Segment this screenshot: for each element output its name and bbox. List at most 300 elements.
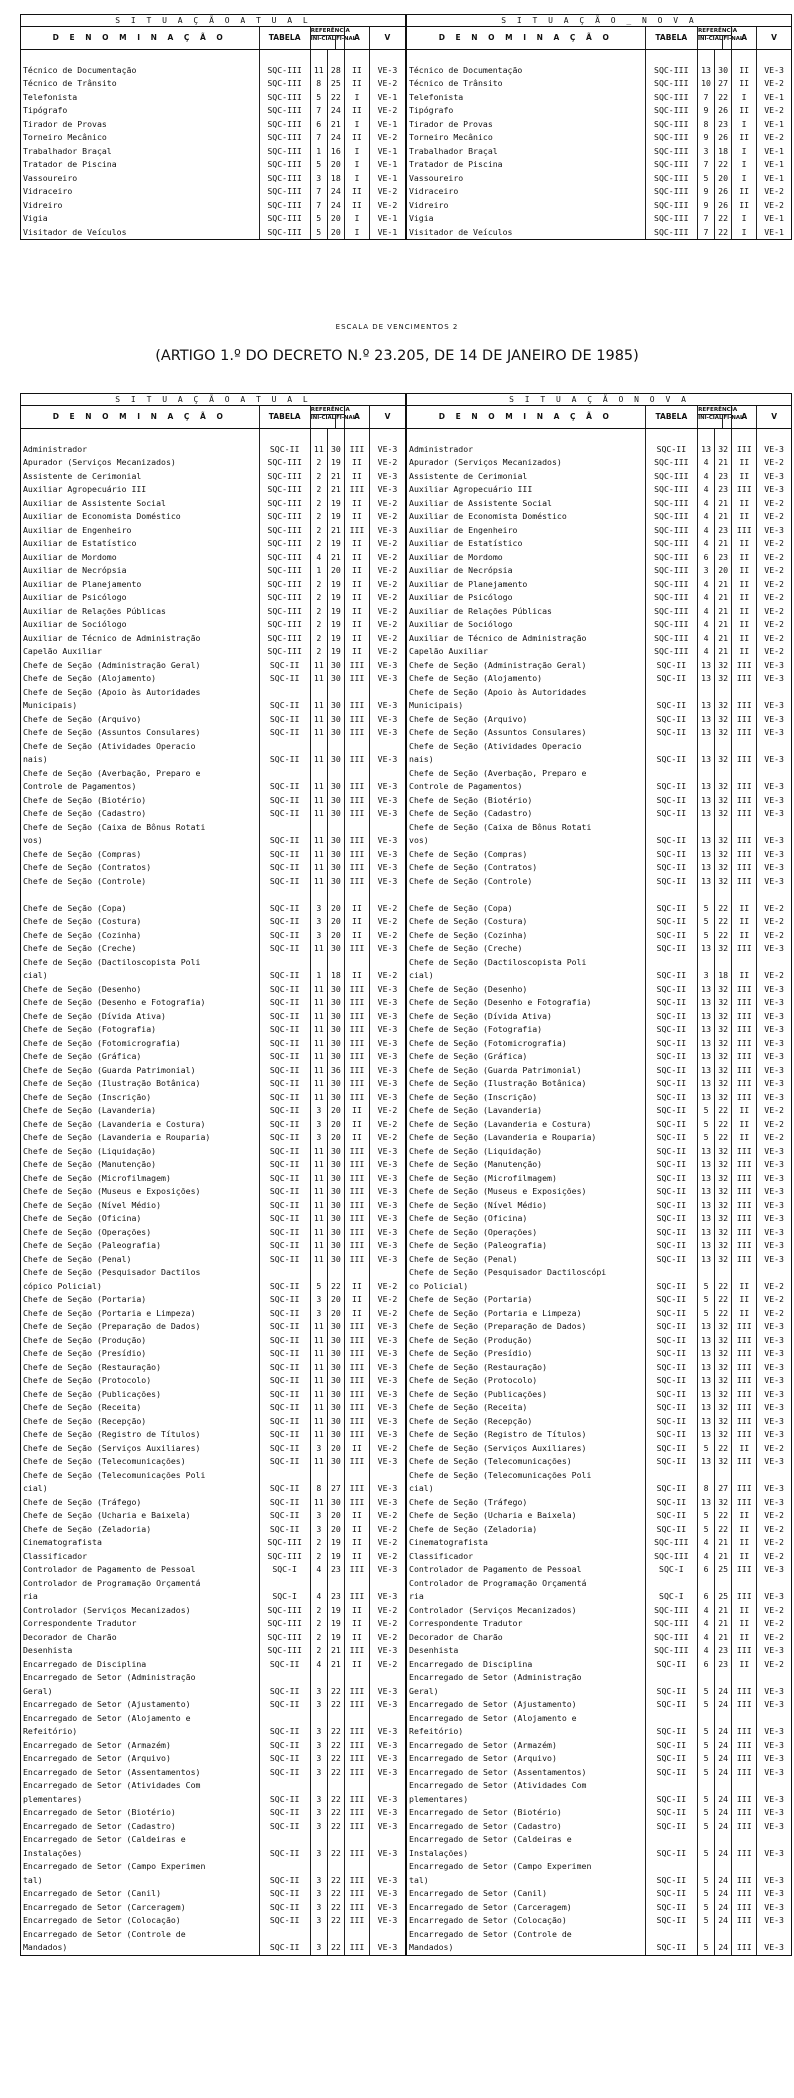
cell-a: III bbox=[344, 443, 369, 457]
table-row bbox=[21, 1280, 791, 1294]
cell-denominacao-new: Encarregado de Setor (Canil) bbox=[406, 1887, 645, 1901]
cell-denominacao: tal) bbox=[21, 1874, 259, 1888]
cell-tabela-new bbox=[645, 1833, 697, 1847]
cell-v-new: VE-2 bbox=[764, 916, 784, 926]
cell-ref-final-new: 23 bbox=[715, 524, 732, 538]
cell-v-new: VE-3 bbox=[764, 1793, 784, 1804]
cell-v bbox=[369, 1577, 406, 1591]
table-row bbox=[21, 1577, 791, 1591]
cell-tabela: SQC-II bbox=[259, 1685, 310, 1699]
cell-a-new: III bbox=[732, 1820, 757, 1834]
cell-ref-inicial: 5 bbox=[310, 1280, 327, 1294]
cell-tabela: SQC-III bbox=[259, 172, 310, 186]
cell-v: VE-2 bbox=[369, 618, 406, 632]
cell-ref-inicial-new: 13 bbox=[698, 1428, 715, 1442]
cell-a bbox=[344, 767, 369, 781]
cell-tabela bbox=[259, 888, 310, 902]
cell-v-new: VE-3 bbox=[764, 727, 784, 737]
cell-denominacao: Chefe de Seção (Paleografia) bbox=[21, 1239, 259, 1253]
cell-tabela: SQC-II bbox=[259, 1496, 310, 1510]
cell-denominacao-new: Chefe de Seção (Fotomicrografia) bbox=[406, 1037, 645, 1051]
cell-denominacao: Telefonista bbox=[21, 91, 259, 105]
cell-ref-final-new: 22 bbox=[715, 1307, 732, 1321]
cell-a: III bbox=[344, 1064, 369, 1078]
cell-tabela: SQC-II bbox=[259, 1104, 310, 1118]
cell-a: II bbox=[344, 1617, 369, 1631]
cell-a bbox=[344, 1833, 369, 1847]
cell-ref-inicial-new: 7 bbox=[697, 212, 714, 226]
cell-a-new: I bbox=[732, 118, 757, 132]
cell-ref-inicial-new: 13 bbox=[698, 699, 715, 713]
cell-v: VE-3 bbox=[369, 1482, 406, 1496]
cell-ref-final: 20 bbox=[327, 1509, 344, 1523]
table-row bbox=[21, 1928, 791, 1942]
cell-tabela: SQC-III bbox=[259, 524, 310, 538]
cell-tabela-new: SQC-II bbox=[645, 929, 697, 943]
cell-ref-final bbox=[327, 1671, 344, 1685]
cell-denominacao-new: Chefe de Seção (Publicações) bbox=[406, 1388, 645, 1402]
cell-a-new: I bbox=[732, 172, 757, 186]
cell-v: VE-2 bbox=[369, 1509, 406, 1523]
cell-ref-final: 30 bbox=[327, 1145, 344, 1159]
cell-v-new: VE-2 bbox=[764, 1618, 784, 1628]
cell-ref-final: 30 bbox=[327, 1415, 344, 1429]
cell-ref-inicial-new: 8 bbox=[697, 118, 714, 132]
table-row bbox=[21, 483, 791, 497]
cell-ref-final-new: 32 bbox=[715, 1158, 732, 1172]
cell-tabela-new: SQC-III bbox=[645, 1644, 697, 1658]
cell-denominacao-new: Chefe de Seção (Portaria e Limpeza) bbox=[406, 1307, 645, 1321]
cell-v: VE-3 bbox=[369, 753, 406, 767]
cell-ref-inicial bbox=[310, 821, 327, 835]
cell-denominacao: Chefe de Seção (Pesquisador Dactilos bbox=[21, 1266, 259, 1280]
cell-ref-inicial-new: 13 bbox=[698, 1212, 715, 1226]
cell-denominacao: Chefe de Seção (Costura) bbox=[21, 915, 259, 929]
cell-denominacao: Chefe de Seção (Contratos) bbox=[21, 861, 259, 875]
cell-denominacao: Auxiliar de Necrópsia bbox=[21, 564, 259, 578]
cell-denominacao: Chefe de Seção (Recepção) bbox=[21, 1415, 259, 1429]
cell-a-new: III bbox=[732, 1914, 757, 1928]
cell-ref-final-new bbox=[715, 1860, 732, 1874]
cell-v: VE-3 bbox=[369, 1901, 406, 1915]
cell-tabela: SQC-III bbox=[259, 1631, 310, 1645]
cell-a: II bbox=[344, 551, 369, 565]
cell-ref-final-new: 32 bbox=[715, 1172, 732, 1186]
cell-ref-inicial: 11 bbox=[310, 1415, 327, 1429]
cell-denominacao-new: Chefe de Seção (Assuntos Consulares) bbox=[406, 726, 645, 740]
cell-ref-final-new: 32 bbox=[715, 1428, 732, 1442]
cell-a: II bbox=[344, 1118, 369, 1132]
cell-ref-final-new: 32 bbox=[715, 1050, 732, 1064]
col-header-referencia-2 bbox=[310, 406, 357, 429]
cell-tabela bbox=[259, 1469, 310, 1483]
cell-a-new: III bbox=[732, 1739, 757, 1753]
cell-v-new: VE-3 bbox=[764, 781, 784, 791]
cell-a-new: II bbox=[732, 470, 757, 484]
cell-ref-final-new: 22 bbox=[715, 1509, 732, 1523]
cell-denominacao-new: Auxiliar de Necrópsia bbox=[406, 564, 645, 578]
cell-denominacao-new: Chefe de Seção (Dactiloscopista Poli bbox=[406, 956, 645, 970]
cell-ref-final: 22 bbox=[327, 1793, 344, 1807]
cell-ref-inicial-new: 13 bbox=[698, 875, 715, 889]
cell-ref-inicial: 1 bbox=[310, 969, 327, 983]
table-row bbox=[21, 780, 791, 794]
cell-a-new: II bbox=[732, 632, 757, 646]
cell-v-new: VE-3 bbox=[764, 1739, 784, 1750]
cell-ref-final-new: 24 bbox=[715, 1685, 732, 1699]
cell-tabela-new bbox=[645, 1266, 697, 1280]
cell-tabela-new: SQC-III bbox=[645, 524, 697, 538]
cell-ref-inicial-new: 5 bbox=[698, 1509, 715, 1523]
cell-a: II bbox=[344, 578, 369, 592]
cell-denominacao: nais) bbox=[21, 753, 259, 767]
cell-a-new: III bbox=[732, 1091, 757, 1105]
cell-tabela: SQC-II bbox=[259, 915, 310, 929]
cell-v: VE-2 bbox=[369, 1280, 406, 1294]
cell-v-new: VE-3 bbox=[764, 1145, 784, 1156]
table-row bbox=[21, 1779, 791, 1793]
cell-ref-final: 30 bbox=[327, 1374, 344, 1388]
cell-v: VE-3 bbox=[369, 1590, 406, 1604]
cell-v: VE-3 bbox=[369, 1239, 406, 1253]
cell-denominacao-new: Chefe de Seção (Atividades Operacio bbox=[406, 740, 645, 754]
cell-ref-final: 20 bbox=[327, 1523, 344, 1537]
cell-tabela: SQC-II bbox=[259, 1523, 310, 1537]
cell-ref-final-new: 24 bbox=[715, 1725, 732, 1739]
cell-denominacao: plementares) bbox=[21, 1793, 259, 1807]
cell-tabela-new: SQC-III bbox=[645, 199, 697, 213]
cell-denominacao-new: Chefe de Seção (Apoio às Autoridades bbox=[406, 686, 645, 700]
cell-denominacao-new: Chefe de Seção (Liquidação) bbox=[406, 1145, 645, 1159]
cell-v: VE-3 bbox=[369, 1010, 406, 1024]
cell-ref-final-new: 24 bbox=[715, 1820, 732, 1834]
cell-a-new: III bbox=[732, 1077, 757, 1091]
col-header-a: A bbox=[344, 27, 369, 50]
cell-denominacao: Geral) bbox=[21, 1685, 259, 1699]
cell-ref-inicial-new: 13 bbox=[698, 1050, 715, 1064]
cell-tabela-new: SQC-II bbox=[645, 1496, 697, 1510]
cell-denominacao-new: Chefe de Seção (Costura) bbox=[406, 915, 645, 929]
cell-a-new: II bbox=[732, 1658, 757, 1672]
table-1-section-titles bbox=[21, 15, 791, 27]
cell-ref-final: 25 bbox=[327, 77, 344, 91]
cell-a-new: III bbox=[732, 1887, 757, 1901]
col-header-referencia-new bbox=[697, 27, 744, 50]
cell-ref-inicial bbox=[310, 888, 327, 902]
cell-a: II bbox=[344, 1104, 369, 1118]
cell-ref-final: 16 bbox=[327, 145, 344, 159]
cell-a: II bbox=[344, 510, 369, 524]
cell-ref-final: 24 bbox=[327, 185, 344, 199]
cell-a: II bbox=[344, 77, 369, 91]
cell-a-new: II bbox=[732, 131, 757, 145]
cell-tabela: SQC-III bbox=[259, 1536, 310, 1550]
cell-tabela: SQC-III bbox=[259, 199, 310, 213]
cell-denominacao-new: Chefe de Seção (Gráfica) bbox=[406, 1050, 645, 1064]
cell-ref-final-new: 32 bbox=[715, 1064, 732, 1078]
cell-ref-final-new: 32 bbox=[715, 1401, 732, 1415]
cell-a: III bbox=[344, 1725, 369, 1739]
cell-tabela: SQC-II bbox=[259, 672, 310, 686]
cell-ref-inicial-new: 13 bbox=[698, 1091, 715, 1105]
cell-ref-final: 20 bbox=[327, 1442, 344, 1456]
table-row bbox=[21, 1482, 791, 1496]
cell-ref-inicial: 3 bbox=[310, 1806, 327, 1820]
cell-a-new: III bbox=[732, 1874, 757, 1888]
table-row bbox=[21, 1334, 791, 1348]
table-row bbox=[21, 699, 791, 713]
cell-v-new: VE-3 bbox=[764, 1199, 784, 1210]
cell-denominacao: Chefe de Seção (Desenho e Fotografia) bbox=[21, 996, 259, 1010]
cell-v: VE-1 bbox=[369, 212, 406, 226]
cell-denominacao-new: Visitador de Veículos bbox=[406, 226, 645, 240]
cell-v-new: VE-3 bbox=[764, 983, 784, 994]
cell-tabela-new: SQC-II bbox=[645, 1158, 697, 1172]
cell-a-new: III bbox=[732, 1725, 757, 1739]
cell-v bbox=[369, 1469, 406, 1483]
cell-a: III bbox=[344, 524, 369, 538]
cell-ref-final: 30 bbox=[327, 1037, 344, 1051]
cell-denominacao-new: co Policial) bbox=[406, 1280, 645, 1294]
cell-a: II bbox=[344, 131, 369, 145]
cell-denominacao-new: Chefe de Seção (Oficina) bbox=[406, 1212, 645, 1226]
cell-a: III bbox=[344, 996, 369, 1010]
table-row bbox=[21, 605, 791, 619]
cell-tabela: SQC-II bbox=[259, 1131, 310, 1145]
cell-denominacao: Controlador de Pagamento de Pessoal bbox=[21, 1563, 259, 1577]
cell-denominacao: Auxiliar de Planejamento bbox=[21, 578, 259, 592]
table-row bbox=[21, 1617, 791, 1631]
cell-denominacao-new: Chefe de Seção (Produção) bbox=[406, 1334, 645, 1348]
cell-ref-inicial: 3 bbox=[310, 1104, 327, 1118]
cell-ref-final-new: 32 bbox=[715, 834, 732, 848]
cell-ref-inicial: 11 bbox=[310, 1361, 327, 1375]
table-row bbox=[21, 713, 791, 727]
col-header-tabela-2: TABELA bbox=[259, 406, 310, 429]
cell-denominacao-new: Refeitório) bbox=[406, 1725, 645, 1739]
cell-a-new: I bbox=[732, 212, 757, 226]
cell-v: VE-3 bbox=[369, 1766, 406, 1780]
cell-ref-inicial-new: 5 bbox=[698, 1104, 715, 1118]
cell-a-new bbox=[732, 1833, 757, 1847]
cell-v: VE-3 bbox=[369, 1347, 406, 1361]
cell-denominacao: Técnico de Documentação bbox=[21, 64, 259, 78]
cell-tabela-new: SQC-III bbox=[645, 131, 697, 145]
cell-v: VE-3 bbox=[369, 942, 406, 956]
cell-ref-inicial bbox=[310, 956, 327, 970]
cell-denominacao: Encarregado de Setor (Carceragem) bbox=[21, 1901, 259, 1915]
cell-a: II bbox=[344, 564, 369, 578]
cell-ref-final-new: 32 bbox=[715, 1415, 732, 1429]
cell-v: VE-3 bbox=[369, 1793, 406, 1807]
cell-denominacao: Vassoureiro bbox=[21, 172, 259, 186]
cell-ref-inicial: 11 bbox=[310, 1158, 327, 1172]
cell-ref-inicial-new: 13 bbox=[698, 1334, 715, 1348]
cell-ref-inicial-new bbox=[698, 888, 715, 902]
cell-ref-final: 30 bbox=[327, 726, 344, 740]
cell-ref-final: 19 bbox=[327, 1631, 344, 1645]
cell-denominacao: Controlador de Programação Orçamentá bbox=[21, 1577, 259, 1591]
cell-denominacao: Tratador de Piscina bbox=[21, 158, 259, 172]
cell-v: VE-3 bbox=[369, 1172, 406, 1186]
cell-ref-inicial-new: 4 bbox=[698, 1604, 715, 1618]
cell-v-new: VE-3 bbox=[764, 1172, 784, 1183]
cell-ref-inicial: 3 bbox=[310, 1752, 327, 1766]
cell-ref-final-new: 32 bbox=[715, 1320, 732, 1334]
cell-ref-inicial: 2 bbox=[310, 605, 327, 619]
cell-ref-inicial: 3 bbox=[310, 1523, 327, 1537]
cell-ref-inicial-new: 5 bbox=[698, 929, 715, 943]
table-1 bbox=[21, 15, 791, 239]
cell-tabela-new: SQC-II bbox=[645, 1847, 697, 1861]
cell-tabela: SQC-II bbox=[259, 1280, 310, 1294]
cell-denominacao-new: Vidreiro bbox=[406, 199, 645, 213]
cell-tabela: SQC-II bbox=[259, 983, 310, 997]
table-row bbox=[21, 1752, 791, 1766]
cell-tabela-new: SQC-II bbox=[645, 1253, 697, 1267]
cell-ref-final-new: 21 bbox=[715, 1631, 732, 1645]
cell-v-new: VE-3 bbox=[764, 1402, 784, 1412]
cell-v: VE-3 bbox=[369, 848, 406, 862]
cell-tabela-new bbox=[645, 1712, 697, 1726]
cell-ref-final-new: 21 bbox=[715, 645, 732, 659]
cell-v bbox=[369, 767, 406, 781]
cell-a: III bbox=[344, 1766, 369, 1780]
cell-a: III bbox=[344, 1212, 369, 1226]
cell-ref-final: 30 bbox=[327, 1347, 344, 1361]
cell-tabela-new: SQC-II bbox=[645, 713, 697, 727]
table-row bbox=[21, 1320, 791, 1334]
cell-ref-inicial-new: 5 bbox=[698, 1941, 715, 1955]
cell-tabela-new: SQC-III bbox=[645, 104, 697, 118]
cell-a: III bbox=[344, 1685, 369, 1699]
cell-ref-final-new bbox=[715, 1712, 732, 1726]
cell-ref-final-new: 32 bbox=[715, 983, 732, 997]
cell-ref-final: 23 bbox=[327, 1563, 344, 1577]
cell-v: VE-2 bbox=[369, 1118, 406, 1132]
cell-tabela: SQC-III bbox=[259, 456, 310, 470]
table-row bbox=[21, 199, 791, 213]
cell-a-new: II bbox=[732, 564, 757, 578]
cell-ref-inicial-new: 13 bbox=[698, 1374, 715, 1388]
cell-v-new: VE-3 bbox=[764, 848, 784, 859]
cell-denominacao: Controle de Pagamentos) bbox=[21, 780, 259, 794]
cell-ref-final-new bbox=[715, 956, 732, 970]
cell-ref-final: 19 bbox=[327, 578, 344, 592]
cell-tabela-new: SQC-II bbox=[645, 1307, 697, 1321]
cell-ref-final: 22 bbox=[327, 1739, 344, 1753]
cell-tabela-new: SQC-II bbox=[645, 1347, 697, 1361]
cell-denominacao bbox=[21, 888, 259, 902]
cell-tabela-new: SQC-II bbox=[645, 1820, 697, 1834]
cell-a: II bbox=[344, 591, 369, 605]
cell-denominacao: Chefe de Seção (Dívida Ativa) bbox=[21, 1010, 259, 1024]
cell-tabela-new: SQC-II bbox=[645, 942, 697, 956]
cell-v: VE-3 bbox=[369, 1725, 406, 1739]
cell-v-new: VE-3 bbox=[764, 1645, 784, 1655]
cell-tabela bbox=[259, 1779, 310, 1793]
cell-v-new: VE-2 bbox=[764, 578, 784, 589]
cell-denominacao-new: Encarregado de Setor (Controle de bbox=[406, 1928, 645, 1942]
cell-v: VE-3 bbox=[369, 834, 406, 848]
table-row bbox=[21, 1644, 791, 1658]
cell-v-new: VE-3 bbox=[764, 1820, 784, 1831]
cell-tabela: SQC-III bbox=[259, 104, 310, 118]
cell-ref-final: 20 bbox=[327, 915, 344, 929]
cell-ref-inicial-new: 13 bbox=[698, 672, 715, 686]
cell-ref-inicial: 11 bbox=[310, 699, 327, 713]
cell-denominacao: Chefe de Seção (Administração Geral) bbox=[21, 659, 259, 673]
cell-v bbox=[369, 686, 406, 700]
cell-v: VE-1 bbox=[369, 158, 406, 172]
cell-ref-inicial: 11 bbox=[310, 1050, 327, 1064]
cell-denominacao: Vidreiro bbox=[21, 199, 259, 213]
cell-denominacao-new: Chefe de Seção (Averbação, Preparo e bbox=[406, 767, 645, 781]
cell-tabela: SQC-II bbox=[259, 1509, 310, 1523]
cell-ref-final-new: 32 bbox=[715, 875, 732, 889]
cell-denominacao-new: Chefe de Seção (Paleografia) bbox=[406, 1239, 645, 1253]
cell-tabela: SQC-II bbox=[259, 1064, 310, 1078]
cell-a-new: III bbox=[732, 983, 757, 997]
cell-ref-final: 30 bbox=[327, 1199, 344, 1213]
table-row bbox=[21, 1388, 791, 1402]
cell-tabela-new: SQC-II bbox=[645, 1698, 697, 1712]
cell-tabela: SQC-II bbox=[259, 794, 310, 808]
cell-denominacao-new: Chefe de Seção (Manutenção) bbox=[406, 1158, 645, 1172]
cell-a-new: II bbox=[732, 1104, 757, 1118]
cell-v: VE-3 bbox=[369, 1212, 406, 1226]
cell-denominacao-new: Encarregado de Setor (Carceragem) bbox=[406, 1901, 645, 1915]
cell-ref-final: 30 bbox=[327, 996, 344, 1010]
cell-a-new: III bbox=[732, 1415, 757, 1429]
cell-denominacao-new: Chefe de Seção (Lavanderia) bbox=[406, 1104, 645, 1118]
cell-ref-final: 30 bbox=[327, 794, 344, 808]
cell-ref-final-new: 32 bbox=[715, 1253, 732, 1267]
cell-ref-final-new bbox=[715, 686, 732, 700]
cell-tabela: SQC-III bbox=[259, 618, 310, 632]
col-header-a-new-2: A bbox=[732, 406, 757, 429]
col-header-final-new-2: FI-NAL bbox=[723, 415, 744, 421]
cell-ref-final: 22 bbox=[327, 1766, 344, 1780]
table-row bbox=[21, 524, 791, 538]
cell-v-new: VE-3 bbox=[764, 713, 784, 724]
cell-a-new: III bbox=[732, 1428, 757, 1442]
cell-denominacao: Vigia bbox=[21, 212, 259, 226]
cell-ref-final bbox=[327, 888, 344, 902]
cell-denominacao: Chefe de Seção (Creche) bbox=[21, 942, 259, 956]
cell-a-new: II bbox=[732, 104, 757, 118]
cell-v-new: VE-3 bbox=[764, 1888, 784, 1898]
cell-tabela: SQC-III bbox=[259, 1550, 310, 1564]
cell-a: III bbox=[344, 1320, 369, 1334]
cell-v-new: VE-3 bbox=[764, 835, 784, 845]
cell-ref-inicial-new: 13 bbox=[698, 834, 715, 848]
table-row bbox=[21, 1725, 791, 1739]
cell-ref-inicial-new: 4 bbox=[698, 645, 715, 659]
cell-a-new: III bbox=[732, 1388, 757, 1402]
cell-tabela-new: SQC-II bbox=[645, 1415, 697, 1429]
cell-ref-inicial-new: 7 bbox=[697, 226, 714, 240]
cell-ref-inicial-new: 5 bbox=[698, 1793, 715, 1807]
cell-ref-inicial: 11 bbox=[310, 753, 327, 767]
cell-a bbox=[344, 740, 369, 754]
cell-denominacao: Chefe de Seção (Caixa de Bônus Rotati bbox=[21, 821, 259, 835]
cell-denominacao: Chefe de Seção (Operações) bbox=[21, 1226, 259, 1240]
cell-tabela-new: SQC-III bbox=[645, 470, 697, 484]
cell-denominacao-new: Chefe de Seção (Protocolo) bbox=[406, 1374, 645, 1388]
cell-ref-inicial: 11 bbox=[310, 875, 327, 889]
cell-ref-inicial-new: 13 bbox=[698, 1158, 715, 1172]
